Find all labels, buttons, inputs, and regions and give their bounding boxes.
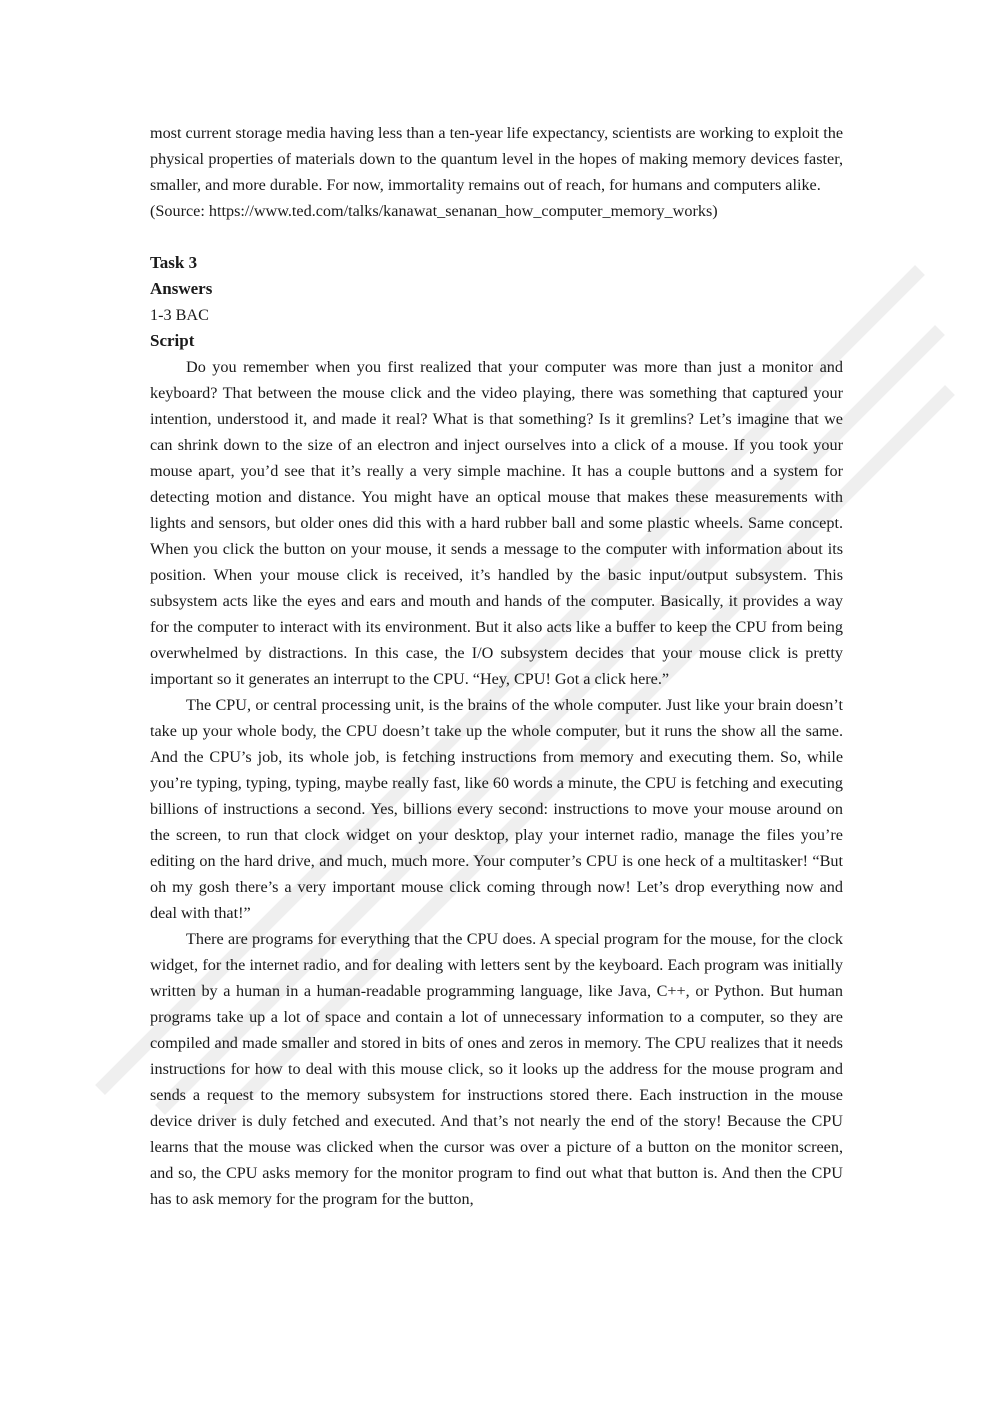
script-heading: Script bbox=[150, 331, 195, 350]
document-page bbox=[150, 120, 843, 1212]
script-paragraph: Do you remember when you first realized that your computer was more than just a monitor and keyboard? That between the mouse click and the video playing, there was something that captured your intention, understood it, and made it real? What is that something? Is it gremlins? Let’s imagine that we can shrink down to the size of an electron and inject ourselves into a click of a mouse. If you took your mouse apart, you’d see that it’s really a very simple machine. It has a couple buttons and a system for detecting motion and distance. You might have an optical mouse that makes these measurements with lights and sensors, but older ones did this with a hard rubber ball and some plastic wheels. Same concept. When you click the button on your mouse, it sends a message to the computer with information about its position. When your mouse click is received, it’s handled by the basic input/output subsystem. This subsystem acts like the eyes and ears and mouth and hands of the computer. Basically, it provides a way for the computer to interact with its environment. But it also acts like a buffer to keep the CPU from being overwhelmed by distractions. In this case, the I/O subsystem decides that your mouse click is pretty important so it generates an interrupt to the CPU. “Hey, CPU! Got a click here.” bbox=[150, 358, 843, 688]
answers-value: 1-3 BAC bbox=[150, 306, 209, 324]
script-paragraph: The CPU, or central processing unit, is the brains of the whole computer. Just like your brain doesn’t take up your whole body, the CPU doesn’t take up the whole computer, but it runs the show all the same. And the CPU’s job, its whole job, is fetching instructions from memory and executing them. So, while you’re typing, typing, typing, maybe really fast, like 60 words a minute, the CPU is fetching and executing billions of instructions a second. Yes, billions every second: instructions to move your mouse around on the screen, to run that clock widget on your desktop, play your internet radio, manage the files you’re editing on the hard drive, and much, much more. Your computer’s CPU is one heck of a multitasker! “But oh my gosh there’s a very important mouse click coming through now! Let’s drop everything now and deal with that!” bbox=[150, 696, 843, 922]
task-heading: Task 3 bbox=[150, 253, 198, 272]
script-paragraph: There are programs for everything that the CPU does. A special program for the mouse, for the clock widget, for the internet radio, and for dealing with letters sent by the keyboard. Each program was initially written by a human in a human-readable programming language, like Java, C++, or Python. But human programs take up a lot of space and contain a lot of unnecessary information to a computer, so they are compiled and made smaller and stored in bits of ones and zeros in memory. The CPU realizes that it needs instructions for how to deal with this mouse click, so it looks up the address for the mouse program and sends a request to the memory subsystem for instructions stored there. Each instruction in the mouse device driver is duly fetched and executed. And that’s not nearly the end of the story! Because the CPU learns that the mouse was clicked when the cursor was over a picture of a button on the monitor screen, and so, the CPU asks memory for the monitor program to find out what that button is. And then the CPU has to ask memory for the program for the button, bbox=[150, 930, 843, 1208]
answers-heading: Answers bbox=[150, 279, 213, 298]
spacer bbox=[150, 224, 843, 250]
source-line: (Source: https://www.ted.com/talks/kanawat_senanan_how_computer_memory_works) bbox=[150, 202, 718, 220]
intro-paragraph: most current storage media having less than a ten-year life expectancy, scientists are working to exploit the physical properties of materials down to the quantum level in the hopes of making memory devices faster, smaller, and more durable. For now, immortality remains out of reach, for humans and computers alike. bbox=[150, 124, 843, 194]
